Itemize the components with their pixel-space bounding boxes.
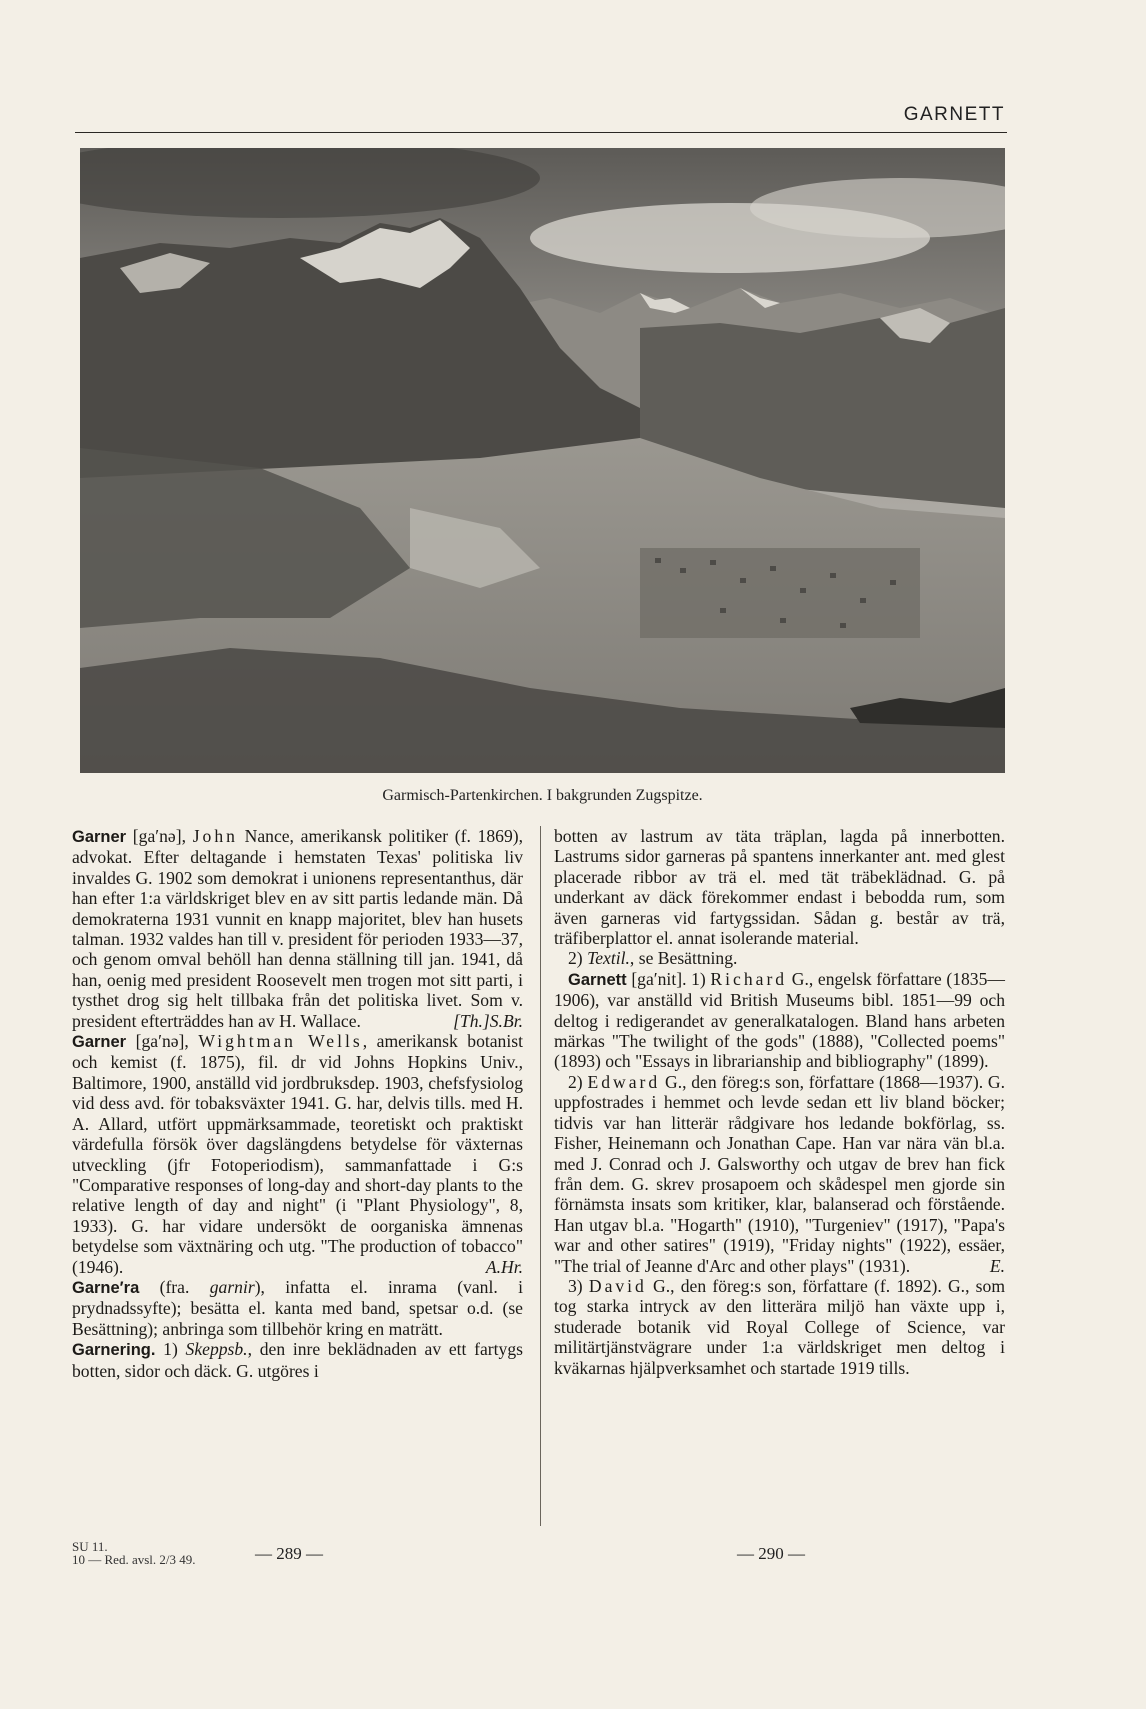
- headword: Garne′ra: [72, 1278, 140, 1297]
- column-divider: [540, 826, 541, 1526]
- print-info: SU 11. 10 — Red. avsl. 2/3 49.: [72, 1539, 196, 1567]
- entry-text: , amerikansk botanist och kemist (f. 1875), fil. dr vid Johns Hopkins Univ., Baltimore, 1900, anställd vid jordbruksdep. 1903, chefsfysiolog vid dess avd. för tobaksväxter 1941. G. har, delvis tills. med H. A. Allard, utfört uppmärksammade, teoretiskt och praktiskt värdefulla försök över dagslängdens betydelse för växternas utveckling (jfr Fotoperiodism), sammanfattade i G:s "Comparative responses of long-day and short-day plants to the relative length of day and night" (i "Plant Physiology", 8, 1933). G. har vidare undersökt de oorganiska ämnenas betydelse som växtnäring och utg. "The production of tobacco" (1946).: [72, 1031, 523, 1277]
- entry-garnering-continued: botten av lastrum av täta träplan, lagda på innerbotten. Lastrums sidor garneras på spantens innerkanter ant. med glest placerade ribbor av trä el. med tät träbeklädnad. G. på underkant av däck förekommer endast i bebodda rum, som även garneras vid fartygssidan. Sådan g. består av trä, träfiberplattor el. annat isolerande material.: [554, 826, 1005, 949]
- left-column: [72, 826, 523, 1381]
- headword: Garnett: [568, 970, 627, 989]
- entry-garnering-textil: 2) Textil., se Besättning.: [568, 948, 738, 969]
- author-signature: A.Hr.: [485, 1256, 523, 1277]
- entry-garnett-richard: Garnett [ga′nit]. 1) Richard G., engelsk författare (1835—1906), var anställd vid British Museums bibl. 1851—99 och deltog i redigerandet av generalkatalogen. Bland hans arbeten märkas "The twilight of the gods" (1888), "Collected poems" (1893) och "Essays in librarianship and bibliography" (1899).: [554, 968, 1005, 1072]
- author-signature: [Th.]S.Br.: [453, 1010, 523, 1031]
- landscape-photo: [80, 148, 1005, 773]
- header-word: GARNETT: [903, 104, 1005, 125]
- entry-garnering: Garnering. 1) Skeppsb., den inre beklädnaden av ett fartygs botten, sidor och däck. G. utgöres i: [72, 1339, 523, 1381]
- headword: Garner: [72, 1033, 127, 1052]
- right-column: [554, 826, 1005, 1378]
- entry-text: Nance, amerikansk politiker (f. 1869), advokat. Efter deltagande i hemstaten Texas' politiska liv invaldes G. 1902 som demokrat i unionens representanthus, där han efter 1:a världskriget blev en av sitt partis ledande män. Då demokraterna 1931 vunnit en knapp majoritet, blev han husets talman. 1932 valdes han till v. president för perioden 1933—37, och genom omval behöll han denna ställning till jan. 1941, då han, oenig med president Roosevelt men trogen mot sitt parti, i tysthet drog sig helt tillbaka från det politiska livet. Som v. president efterträddes han av H. Wallace.: [72, 826, 523, 1031]
- running-header: [75, 100, 1007, 133]
- entry-garnett-david: 3) David G., den föreg:s son, författare (f. 1892). G., som tog starka intryck av den litterära miljö han växte upp i, studerade botanik vid Royal College of Science, var militärtjänstvägrare under 1:a världskriget men deltog i kväkarnas hjälpverksamhet och startade 1919 tills.: [554, 1275, 1006, 1378]
- entry-text: ), infatta el. inrama (vanl. i prydnadssyfte); besätta el. kanta med band, spetsar o.d. (se Besättning); anbringa som tillbehör kring en maträtt.: [72, 1276, 523, 1339]
- author-signature: E.: [989, 1255, 1005, 1276]
- entry-garnett-edward: 2) Edward G., den föreg:s son, författare (1868—1937). G. uppfostrades i hemmet och levde sedan ett liv bland böcker; tidvis var han litterär rådgivare hos ledande bokförlag, ss. Fisher, Heinemann och Jonathan Cape. Han var nära vän bl.a. med J. Conrad och J. Galsworthy och utgav de brev han fick från dem. G. skrev prosapoem och skådespel men gjorde sin förnämsta insats som kritiker, klar, balanserad och förstående. Han utgav bl.a. "Hogarth" (1910), "Turgeniev" (1917), "Papa's war and other satires" (1919), "Friday nights" (1922), essäer, "The trial of Jeanne d'Arc and other plays" (1931). E.: [554, 1071, 1006, 1276]
- entry-garner-john: Garner [ga′nə], John Nance, amerikansk politiker (f. 1869), advokat. Efter deltagande i hemstaten Texas' politiska liv invaldes G. 1902 som demokrat i unionens representanthus, där han efter 1:a världskriget blev en av sitt partis ledande män. Då demokraterna 1931 vunnit en knapp majoritet, blev han husets talman. 1932 valdes han till v. president för perioden 1933—37, och genom omval behöll han denna ställning till jan. 1941, då han, oenig med president Roosevelt men trogen mot sitt parti, i tysthet drog sig helt tillbaka från det politiska livet. Som v. president efterträddes han av H. Wallace. [Th.]S.Br.: [72, 826, 523, 1031]
- entry-text: G., den föreg:s son, författare (1868—1937). G. uppfostrades i hemmet och levde sedan ett liv bland böcker; tidvis var han litterär rådgivare hos ledande bokförlag, ss. Fisher, Heinemann och Jonathan Cape. Han var nära vän bl.a. med J. Conrad och J. Galsworthy och utgav de brev han fick från dem. G. skrev prosapoem och skådespel men gjorde sin förnämsta insats som kritiker, klar, balanserad och förstående. Han utgav bl.a. "Hogarth" (1910), "Turgeniev" (1917), "Papa's war and other satires" (1919), "Friday nights" (1922), essäer, "The trial of Jeanne d'Arc and other plays" (1931).: [554, 1071, 1006, 1276]
- page-number-left: — 289 —: [255, 1544, 323, 1563]
- entry-text: , den inre beklädnaden av ett fartygs botten, sidor och däck. G. utgöres i: [72, 1339, 523, 1381]
- headword: Garnering.: [72, 1341, 156, 1360]
- entry-text: G., den föreg:s son, författare (f. 1892). G., som tog starka intryck av den litterära miljö han växte upp i, studerade botanik vid Royal College of Science, var militärtjänstvägrare under 1:a världskriget men deltog i kväkarnas hjälpverksamhet och startade 1919 tills.: [554, 1275, 1006, 1378]
- given-name: John: [192, 826, 238, 846]
- given-name: David: [588, 1275, 647, 1296]
- figure-caption: Garmisch-Partenkirchen. I bakgrunden Zugspitze.: [382, 787, 703, 804]
- given-name: Edward: [587, 1071, 661, 1092]
- entry-garnera: Garne′ra (fra. garnir), infatta el. inrama (vanl. i prydnadssyfte); besätta el. kanta med band, spetsar o.d. (se Besättning); anbringa som tillbehör kring en maträtt.: [72, 1276, 523, 1339]
- given-name: Wightman Wells: [198, 1031, 363, 1052]
- page-number-right: — 290 —: [737, 1544, 805, 1563]
- given-name: Richard: [710, 968, 788, 989]
- entry-garner-wightman: Garner [ga′nə], Wightman Wells, amerikansk botanist och kemist (f. 1875), fil. dr vid Johns Hopkins Univ., Baltimore, 1900, anställd vid jordbruksdep. 1903, chefsfysiolog vid dess avd. för tobaksväxter 1941. G. har, delvis tills. med H. A. Allard, utfört uppmärksammade, teoretiskt och praktiskt värdefulla försök över dagslängdens betydelse för växternas utveckling (jfr Fotoperiodism), sammanfattade i G:s "Comparative responses of long-day and short-day plants to the relative length of day and night" (i "Plant Physiology", 8, 1933). G. har vidare undersökt de oorganiska ämnenas betydelse som växtnäring och utg. "The production of tobacco" (1946). A.Hr.: [72, 1031, 523, 1277]
- headword: Garner: [72, 828, 127, 846]
- entry-text: G., engelsk författare (1835—1906), var anställd vid British Museums bibl. 1851—99 och deltog i redigerandet av generalkatalogen. Bland hans arbeten märkas "The twilight of the gods" (1888), "Collected poems" (1893) och "Essays in librarianship and bibliography" (1899).: [554, 968, 1005, 1072]
- mountain-valley-image: [80, 148, 1005, 773]
